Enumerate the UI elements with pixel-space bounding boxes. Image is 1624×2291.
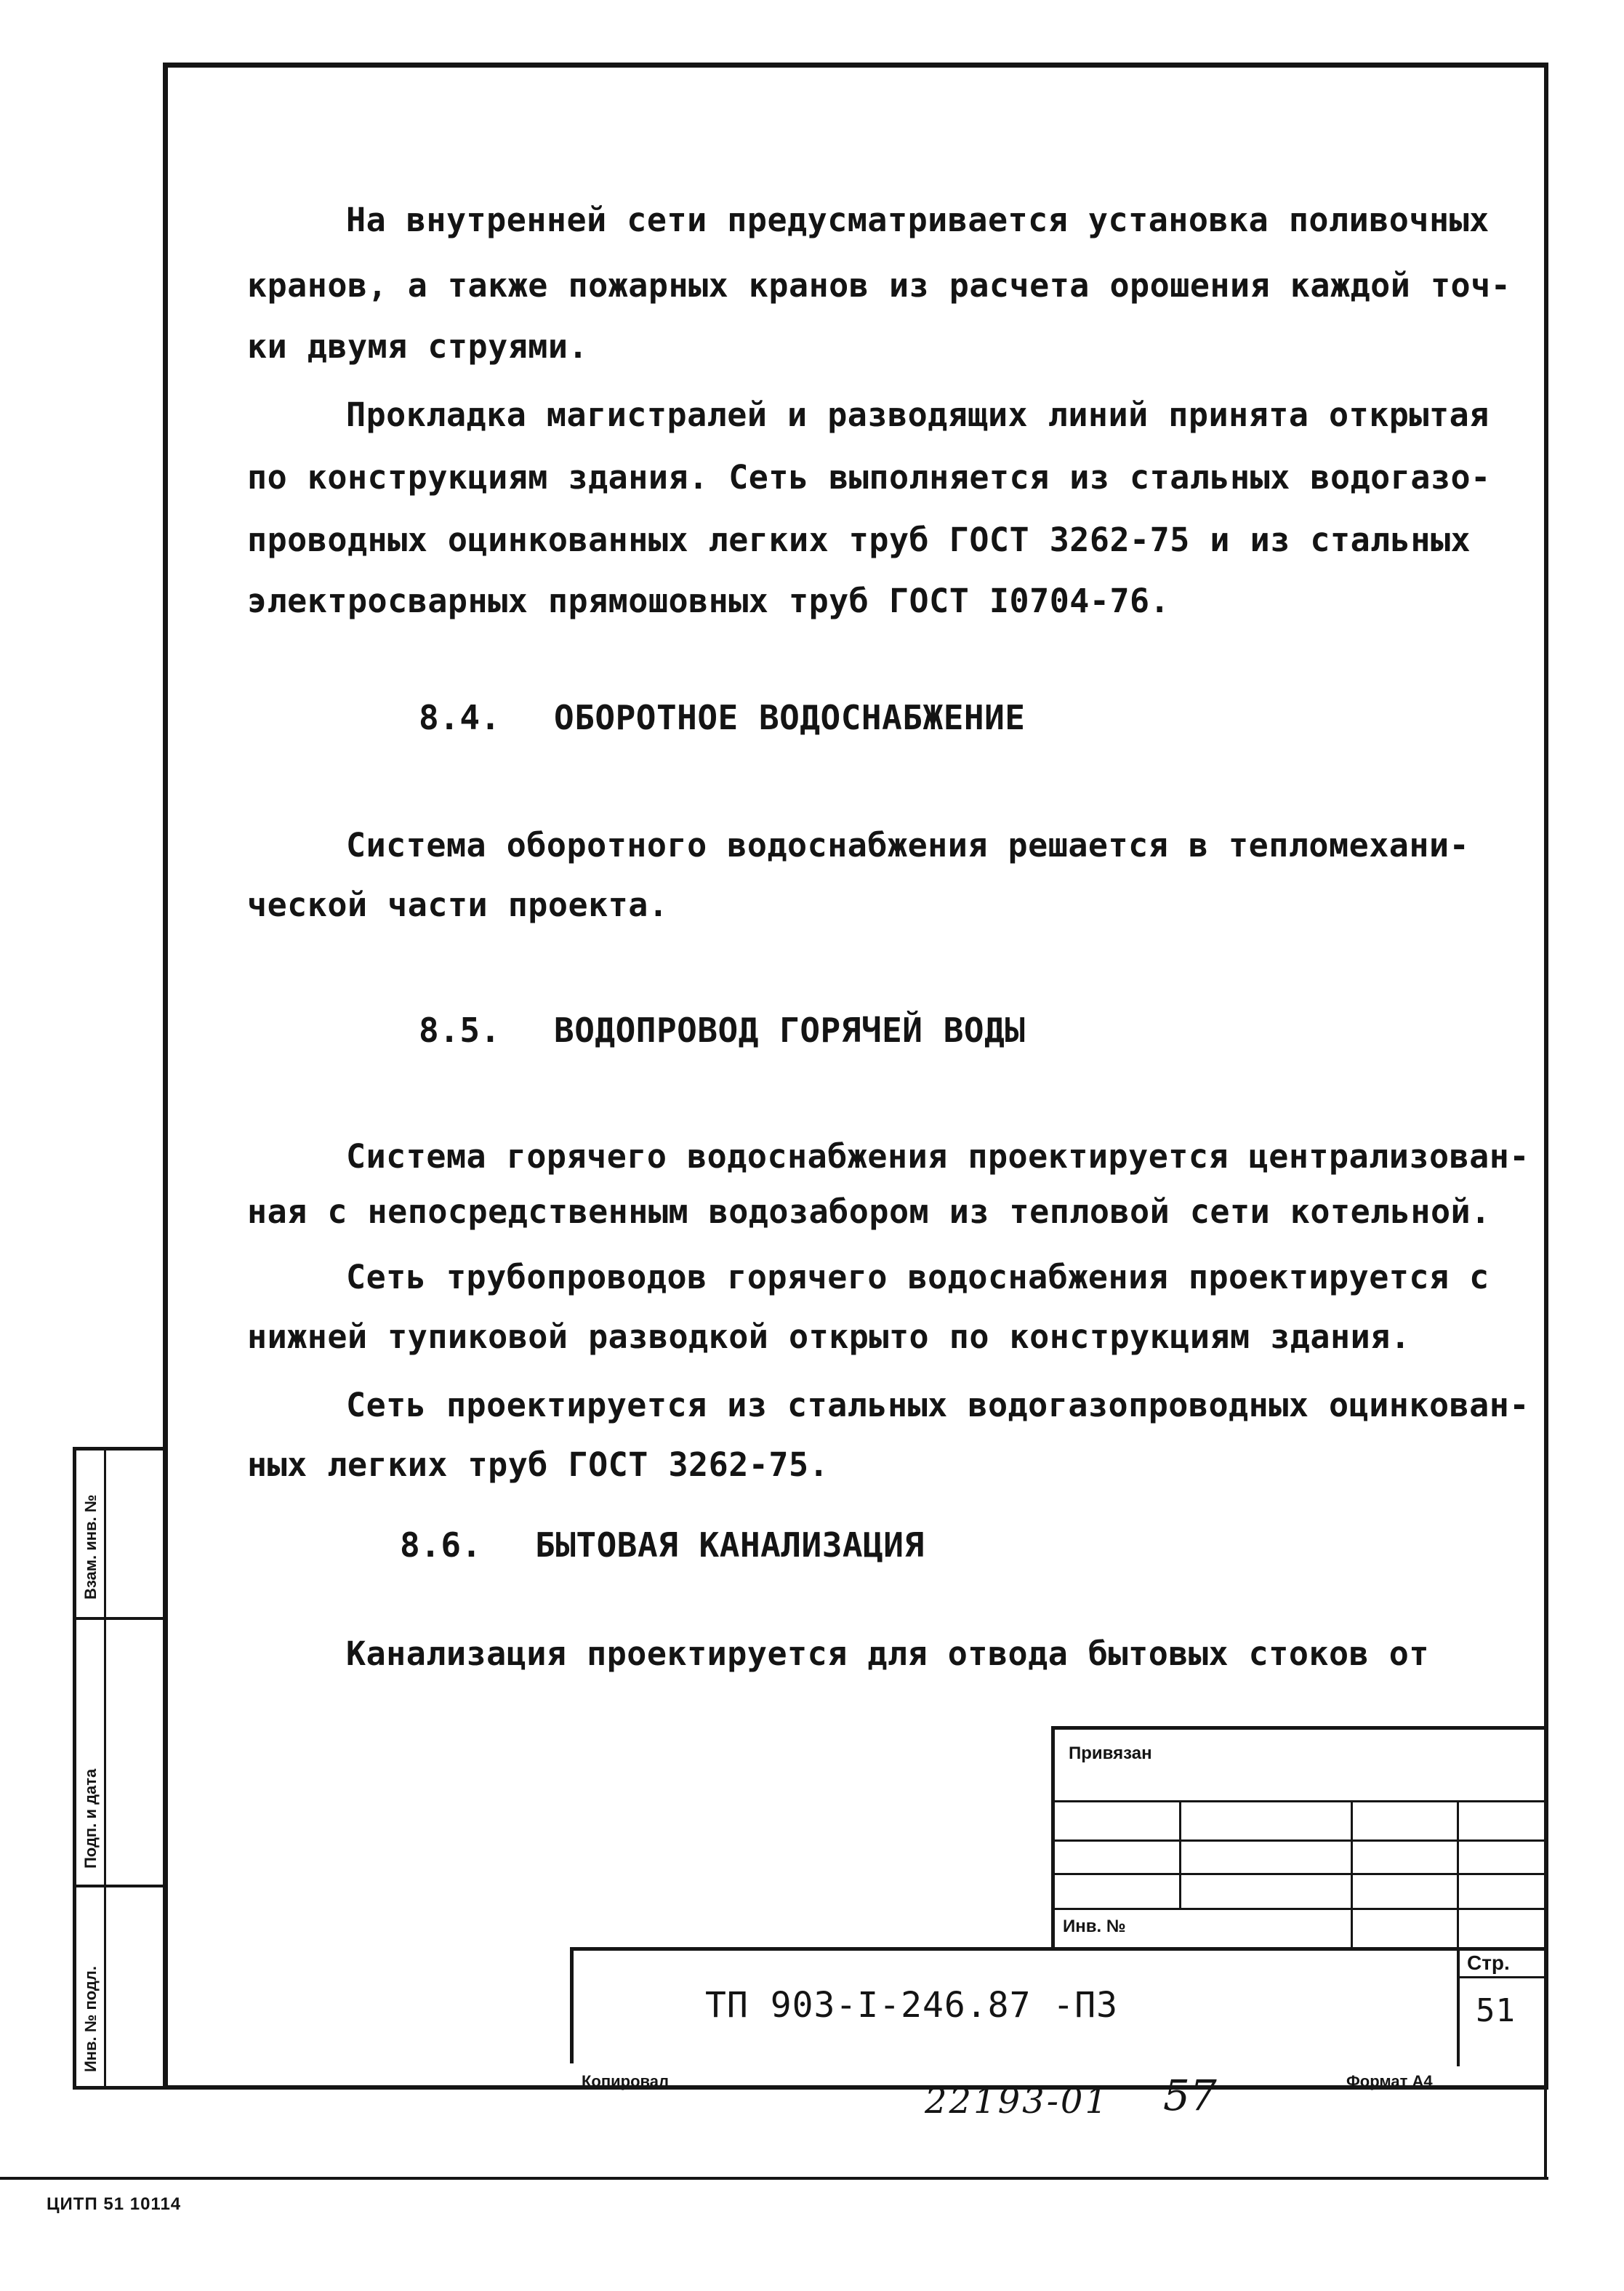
text-line: проводных оцинкованных легких труб ГОСТ 3262-75 и из стальных [247,521,1471,559]
stamp-grid-line [1051,1908,1548,1910]
side-stamp-inv-label: Инв. № подл. [81,1966,100,2072]
text-line: электросварных прямошовных труб ГОСТ I0704-76. [247,582,1170,620]
side-stamp-vzam-label: Взам. инв. № [81,1494,100,1600]
stamp-grid-line [1457,1800,1459,1949]
format-label: Формат А4 [1346,2072,1433,2090]
text-line: кранов, а также пожарных кранов из расчета орошения каждой точ- [247,266,1511,305]
paragraph-2 [247,382,1490,448]
section-title: ОБОРОТНОЕ ВОДОСНАБЖЕНИЕ [554,698,1026,737]
trim-line [0,2177,1548,2180]
text-line: ки двумя струями. [247,327,589,366]
section-heading-8-5 [419,1011,1025,1050]
stamp-grid-line [1051,1839,1548,1842]
handwritten-number: 57 [1163,2071,1217,2120]
section-number: 8.5. [419,1011,501,1050]
paragraph-6 [247,1373,1529,1498]
stamp-grid-line [1051,1873,1548,1875]
text-line: по конструкциям здания. Сеть выполняется из стальных водогазо- [247,458,1491,497]
paragraph-1 [247,188,1490,253]
text-line: Сеть трубопроводов горячего водоснабжения проектируется с [346,1258,1490,1296]
text-line: На внутренней сети предусматривается установка поливочных [346,201,1490,239]
page-label: Стр. [1467,1951,1510,1974]
text-line: Система оборотного водоснабжения решается в тепломехани- [346,826,1470,864]
page-number: 51 [1476,1992,1516,2029]
side-stamp-divider [73,1617,163,1620]
paragraph-5 [247,1245,1490,1370]
stamp-grid-line [1351,1800,1353,1949]
stamp-grid-line [1179,1800,1181,1908]
text-line: ная с непосредственным водозабором из тепловой сети котельной. [247,1192,1491,1231]
handwritten-code: 22193-01 [925,2081,1109,2122]
text-line: ных легких труб ГОСТ 3262-75. [247,1445,829,1484]
text-line: нижней тупиковой разводкой открыто по конструкциям здания. [247,1317,1411,1356]
section-heading-8-4 [419,698,1025,737]
section-title: БЫТОВАЯ КАНАЛИЗАЦИЯ [535,1525,925,1565]
stamp-privyazan-label: Привязан [1069,1744,1152,1763]
side-stamp-divider [73,1885,163,1887]
section-number: 8.4. [419,698,501,737]
trim-line [1544,2090,1547,2178]
paragraph-7 [247,1621,1476,1687]
paragraph-1-cont [247,253,1511,380]
text-line: Прокладка магистралей и разводящих линий принята открытая [346,396,1490,434]
stamp-grid-line [1051,1800,1548,1802]
stamp-grid-line [1457,1976,1548,1978]
section-title: ВОДОПРОВОД ГОРЯЧЕЙ ВОДЫ [554,1011,1026,1050]
document-code: ТП 903-I-246.87 -ПЗ [705,1985,1119,2026]
section-heading-8-6 [400,1525,925,1565]
stamp-grid-line [1457,1947,1460,2066]
stamp-inv-label: Инв. № [1063,1917,1126,1936]
text-line: Система горячего водоснабжения проектируется централизован- [346,1137,1529,1176]
paragraph-2-cont [247,445,1491,634]
text-line: Сеть проектируется из стальных водогазопроводных оцинкован- [346,1386,1529,1424]
text-line: Канализация проектируется для отвода бытовых стоков от [346,1634,1429,1673]
print-code: ЦИТП 51 10114 [47,2194,182,2214]
paragraph-4 [247,1124,1529,1245]
text-line: ческой части проекта. [247,886,669,924]
side-stamp-podp-label: Подп. и дата [81,1768,100,1869]
paragraph-3 [247,813,1476,938]
copied-label: Копировал [582,2072,670,2090]
section-number: 8.6. [400,1525,482,1565]
